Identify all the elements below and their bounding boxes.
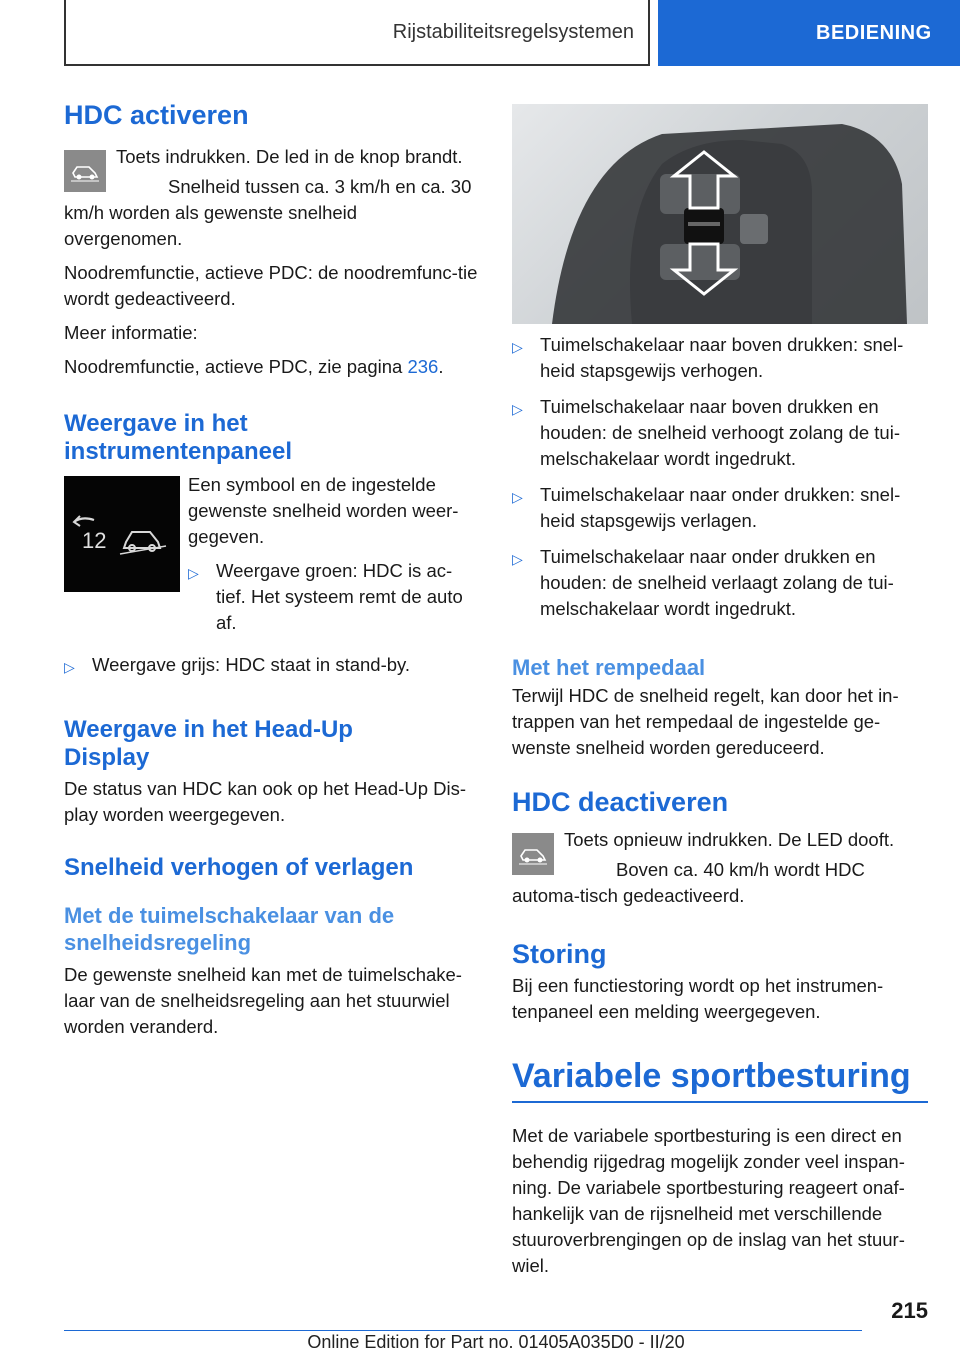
right-column bbox=[512, 104, 928, 1279]
paragraph: Boven ca. 40 km/h wordt HDC automa-tisch gedeactiveerd. bbox=[512, 859, 865, 906]
paragraph: De status van HDC kan ook op het Head-Up Dis-play worden weergegeven. bbox=[64, 778, 467, 825]
hdc-deactivate-block bbox=[512, 827, 928, 909]
heading-hud: Weergave in het Head-Up Display bbox=[64, 716, 353, 771]
page-link-236[interactable]: 236 bbox=[407, 356, 439, 377]
heading-hdc-activate: HDC activeren bbox=[64, 100, 249, 130]
bullet-triangle-icon: ▷ bbox=[512, 489, 523, 505]
paragraph: Een symbool en de ingestelde gewenste snelheid worden weer-gegeven. bbox=[188, 474, 459, 547]
paragraph: Snelheid tussen ca. 3 km/h en ca. 30 km/h worden als gewenste snelheid overgenomen. bbox=[64, 176, 472, 249]
hdc-button-icon bbox=[64, 150, 106, 192]
paragraph: Toets indrukken. De led in de knop brandt. bbox=[116, 146, 463, 167]
list-item: ▷ Weergave grijs: HDC staat in stand-by. bbox=[64, 652, 478, 680]
chapter-tab[interactable]: BEDIENING bbox=[658, 0, 960, 66]
heading-speed: Snelheid verhogen of verlagen bbox=[64, 854, 414, 881]
bullet-triangle-icon: ▷ bbox=[188, 565, 199, 581]
list-item: ▷ Tuimelschakelaar naar onder drukken: snel-heid stapsgewijs verlagen. bbox=[512, 482, 928, 534]
heading-sport-steering: Variabele sportbesturing bbox=[512, 1055, 928, 1103]
list-item: ▷ Tuimelschakelaar naar boven drukken: snel-heid stapsgewijs verhogen. bbox=[512, 332, 928, 384]
paragraph: Bij een functiestoring wordt op het instrumen-tenpaneel een melding weergegeven. bbox=[512, 975, 884, 1022]
hdc-button-icon bbox=[512, 833, 554, 875]
list-item: ▷ Tuimelschakelaar naar onder drukken en houden: de snelheid verlaagt zolang de tui-melschakelaar wordt ingedrukt. bbox=[512, 544, 928, 622]
bullet-triangle-icon: ▷ bbox=[64, 659, 75, 675]
section-title: Rijstabiliteitsregelsystemen bbox=[64, 0, 650, 66]
paragraph: De gewenste snelheid kan met de tuimelschake-laar van de snelheidsregeling aan het stuurwiel worden veranderd. bbox=[64, 964, 462, 1037]
paragraph: Noodremfunctie, actieve PDC: de noodremfunc-tie wordt gedeactiveerd. bbox=[64, 262, 478, 309]
rocker-bullet-list bbox=[512, 332, 928, 622]
page-number: 215 bbox=[891, 1298, 928, 1323]
page-header bbox=[0, 0, 960, 66]
subheading-pedal: Met het rempedaal bbox=[512, 655, 706, 680]
hdc-activate-block bbox=[64, 144, 478, 252]
heading-hdc-deactivate: HDC deactiveren bbox=[512, 787, 729, 817]
paragraph: Terwijl HDC de snelheid regelt, kan door het in-trappen van het rempedaal de ingestelde ge-wenste snelheid worden gereduceerd. bbox=[512, 685, 899, 758]
paragraph: Meer informatie: bbox=[64, 322, 198, 343]
bullet-triangle-icon: ▷ bbox=[512, 339, 523, 355]
steering-wheel-rocker-image bbox=[512, 104, 928, 324]
bullet-triangle-icon: ▷ bbox=[512, 401, 523, 417]
left-column bbox=[64, 100, 478, 1040]
cluster-block bbox=[64, 472, 478, 636]
heading-fault: Storing bbox=[512, 939, 607, 969]
paragraph: Met de variabele sportbesturing is een direct en behendig rijgedrag mogelijk zonder veel inspan-ning. De variabele sportbesturing reageert onaf-hankelijk van de rijsnelheid met verschillende stuuroverbrengingen op de inslag van het stuur-wiel. bbox=[512, 1125, 905, 1276]
list-item: ▷ Weergave groen: HDC is ac-tief. Het systeem remt de auto af. bbox=[188, 558, 478, 636]
bullet-triangle-icon: ▷ bbox=[512, 551, 523, 567]
paragraph: Noodremfunctie, actieve PDC, zie pagina 236. bbox=[64, 356, 444, 377]
cluster-display-image bbox=[64, 476, 180, 592]
paragraph: Toets opnieuw indrukken. De LED dooft. bbox=[564, 829, 895, 850]
subheading-rocker: Met de tuimelschakelaar van de snelheidsregeling bbox=[64, 903, 395, 955]
footer-divider bbox=[64, 1330, 862, 1331]
heading-cluster: Weergave in het instrumentenpaneel bbox=[64, 410, 293, 465]
list-item: ▷ Tuimelschakelaar naar boven drukken en houden: de snelheid verhoogt zolang de tui-melschakelaar wordt ingedrukt. bbox=[512, 394, 928, 472]
display-speed-value: 12 bbox=[82, 528, 107, 553]
edition-label: Online Edition for Part no. 01405A035D0 - II/20 bbox=[307, 1332, 685, 1352]
